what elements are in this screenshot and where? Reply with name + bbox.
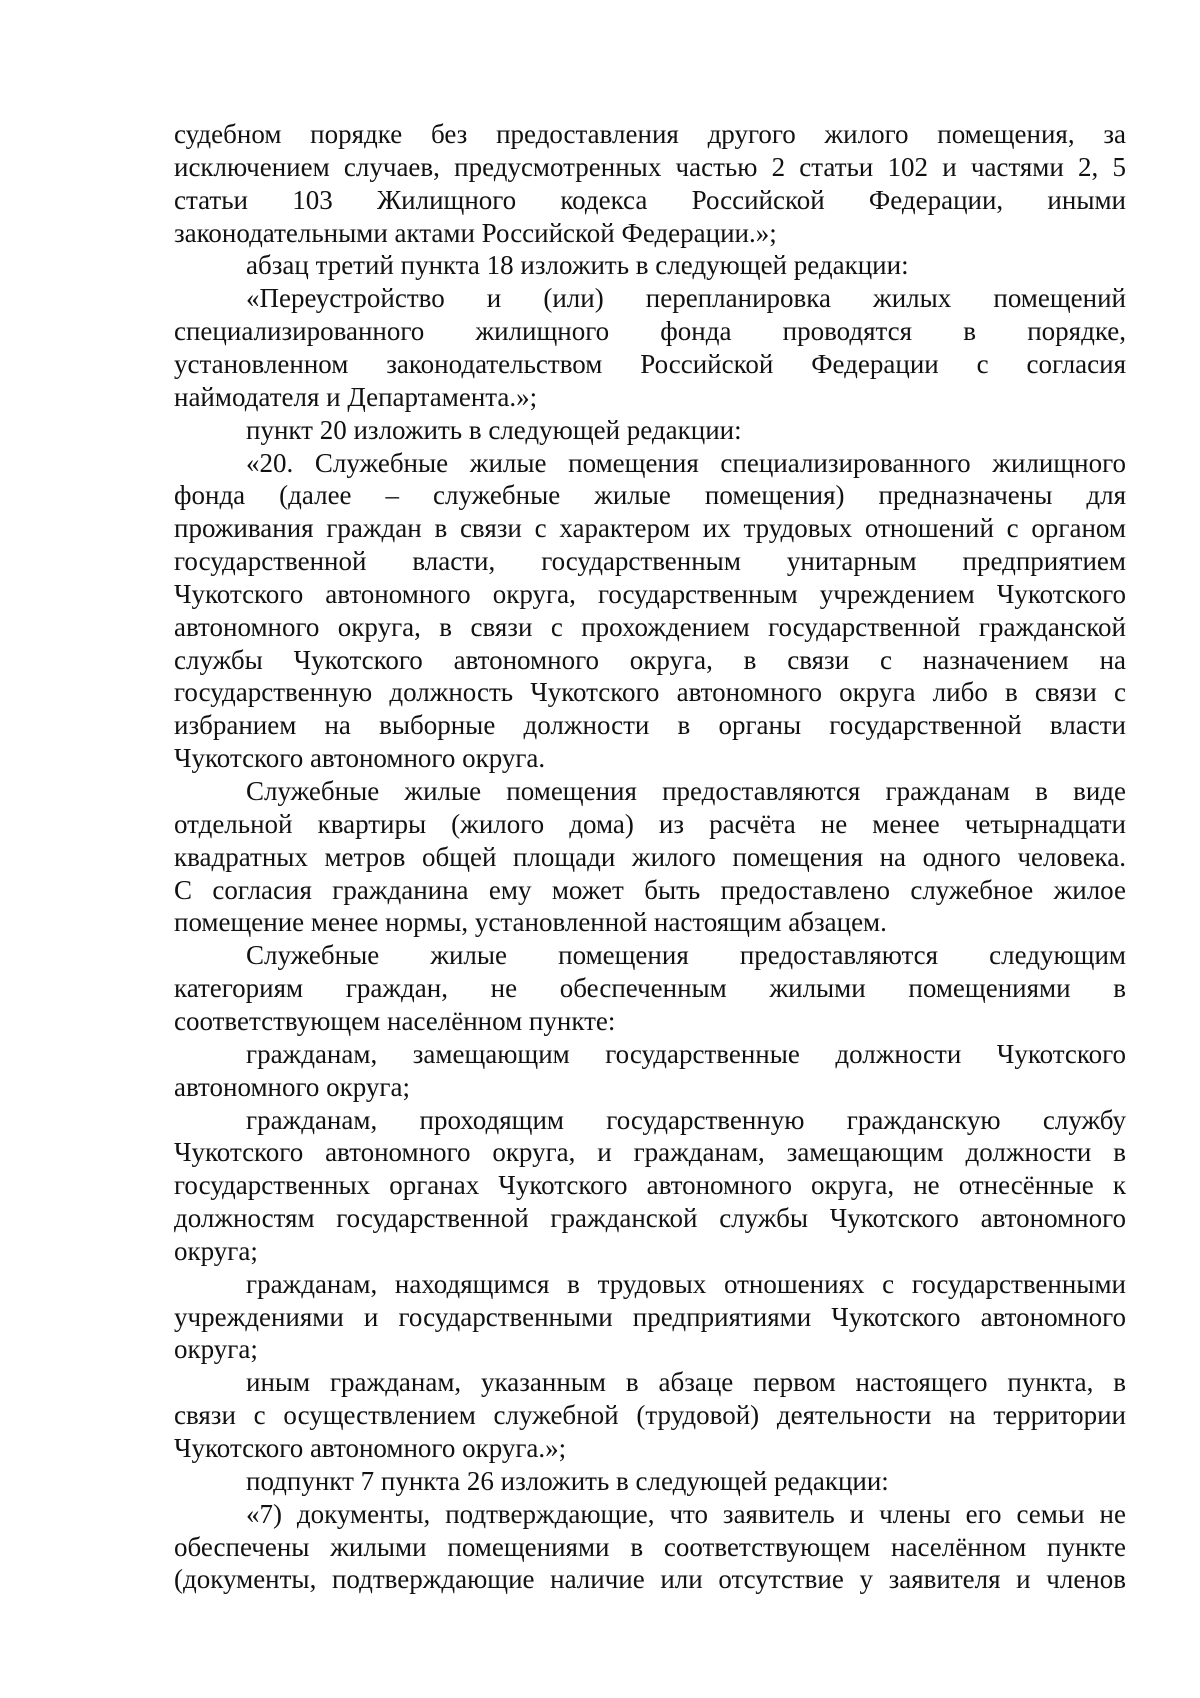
text-line: судебном порядке без предоставления другого жилого помещения, за — [174, 119, 1126, 149]
text-line: государственную должность Чукотского автономного округа либо в связи с — [174, 677, 1126, 707]
text-line: автономного округа; — [174, 1072, 410, 1102]
text-line: «Переустройство и (или) перепланировка жилых помещений — [246, 283, 1126, 313]
text-line: учреждениями и государственными предприятиями Чукотского автономного — [174, 1302, 1126, 1332]
text-line: обеспечены жилыми помещениями в соответствующем населённом пункте — [174, 1532, 1126, 1562]
text-line: Чукотского автономного округа. — [174, 743, 546, 773]
text-line: «20. Служебные жилые помещения специализированного жилищного — [246, 448, 1126, 478]
text-line: специализированного жилищного фонда проводятся в порядке, — [174, 316, 1126, 346]
text-line: абзац третий пункта 18 изложить в следующей редакции: — [246, 250, 909, 280]
text-line: Служебные жилые помещения предоставляются гражданам в виде — [246, 776, 1126, 806]
text-line: автономного округа, в связи с прохождением государственной гражданской — [174, 612, 1126, 642]
text-line: службы Чукотского автономного округа, в связи с назначением на — [174, 645, 1126, 675]
text-line: гражданам, находящимся в трудовых отношениях с государственными — [246, 1269, 1126, 1299]
text-line: государственной власти, государственным унитарным предприятием — [174, 546, 1126, 576]
text-line: подпункт 7 пункта 26 изложить в следующей редакции: — [246, 1466, 889, 1496]
text-line: отдельной квартиры (жилого дома) из расчёта не менее четырнадцати — [174, 809, 1126, 839]
text-line: гражданам, проходящим государственную гражданскую службу — [246, 1105, 1126, 1135]
text-line: категориям граждан, не обеспеченным жилыми помещениями в — [174, 973, 1126, 1003]
text-line: помещение менее нормы, установленной настоящим абзацем. — [174, 907, 887, 937]
text-line: законодательными актами Российской Федерации.»; — [174, 218, 777, 248]
text-line: квадратных метров общей площади жилого помещения на одного человека. — [174, 842, 1126, 872]
text-line: «7) документы, подтверждающие, что заявитель и члены его семьи не — [246, 1499, 1126, 1529]
text-line: иным гражданам, указанным в абзаце первом настоящего пункта, в — [246, 1367, 1126, 1397]
text-line: гражданам, замещающим государственные должности Чукотского — [246, 1039, 1126, 1069]
text-line: округа; — [174, 1236, 258, 1266]
text-line: соответствующем населённом пункте: — [174, 1006, 616, 1036]
text-line: С согласия гражданина ему может быть предоставлено служебное жилое — [174, 875, 1126, 905]
text-line: фонда (далее – служебные жилые помещения) предназначены для — [174, 480, 1126, 510]
text-line: избранием на выборные должности в органы государственной власти — [174, 710, 1126, 740]
text-line: пункт 20 изложить в следующей редакции: — [246, 415, 742, 445]
text-line: государственных органах Чукотского автономного округа, не отнесённые к — [174, 1170, 1126, 1200]
text-line: проживания граждан в связи с характером их трудовых отношений с органом — [174, 513, 1126, 543]
text-line: округа; — [174, 1334, 258, 1364]
text-line: Чукотского автономного округа, и гражданам, замещающим должности в — [174, 1137, 1126, 1167]
text-line: связи с осуществлением служебной (трудовой) деятельности на территории — [174, 1400, 1126, 1430]
text-line: Служебные жилые помещения предоставляются следующим — [246, 940, 1126, 970]
text-line: установленном законодательством Российской Федерации с согласия — [174, 349, 1126, 379]
text-line: (документы, подтверждающие наличие или отсутствие у заявителя и членов — [174, 1564, 1126, 1594]
text-line: статьи 103 Жилищного кодекса Российской Федерации, иными — [174, 185, 1126, 215]
text-line: Чукотского автономного округа, государственным учреждением Чукотского — [174, 579, 1126, 609]
text-line: наймодателя и Департамента.»; — [174, 382, 538, 412]
text-line: Чукотского автономного округа.»; — [174, 1433, 567, 1463]
text-line: исключением случаев, предусмотренных частью 2 статьи 102 и частями 2, 5 — [174, 152, 1126, 182]
text-line: должностям государственной гражданской службы Чукотского автономного — [174, 1203, 1126, 1233]
